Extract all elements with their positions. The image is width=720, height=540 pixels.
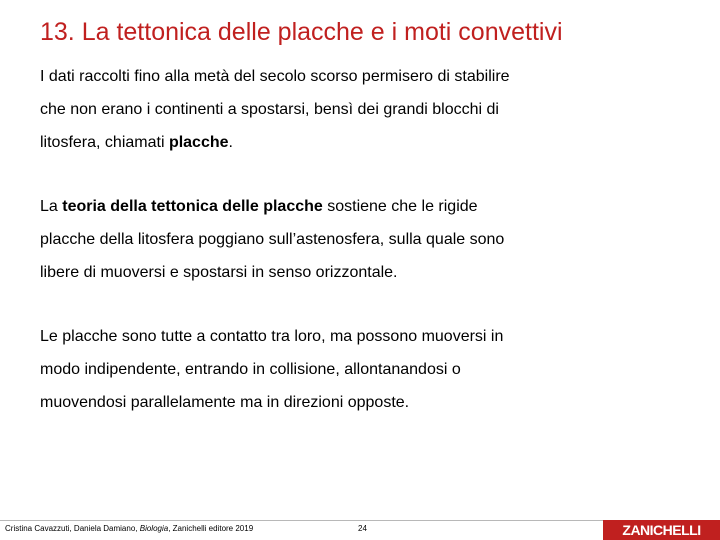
- paragraph-1-line-1: I dati raccolti fino alla metà del secolo scorso permisero di stabilire: [40, 68, 510, 85]
- footer-credit-book: Biologia: [139, 524, 169, 533]
- footer-credit: [5, 524, 253, 533]
- paragraph-2-line-1-prefix: La: [40, 198, 63, 215]
- page-number: 24: [358, 524, 367, 533]
- paragraph-1-line-3-prefix: litosfera, chiamati: [40, 134, 169, 151]
- paragraph-1-line-3-suffix: .: [228, 134, 233, 151]
- paragraph-2-line-3: libere di muoversi e spostarsi in senso orizzontale.: [40, 264, 398, 281]
- paragraph-2-line-1: [40, 190, 680, 223]
- slide-title: 13. La tettonica delle placche e i moti convettivi: [40, 18, 563, 46]
- paragraph-1-line-3: [40, 126, 680, 159]
- paragraph-1-line-2: che non erano i continenti a spostarsi, bensì dei grandi blocchi di: [40, 101, 499, 118]
- paragraph-2-line-1-suffix: sostiene che le rigide: [322, 198, 478, 215]
- footer-credit-publisher: , Zanichelli editore 2019: [168, 524, 254, 533]
- term-teoria-tettonica: teoria della tettonica delle placche: [62, 198, 323, 215]
- paragraph-2: [40, 190, 680, 289]
- paragraph-2-line-2: placche della litosfera poggiano sull’astenosfera, sulla quale sono: [40, 231, 505, 248]
- paragraph-1: [40, 60, 680, 159]
- paragraph-3-line-1: Le placche sono tutte a contatto tra loro, ma possono muoversi in: [40, 328, 504, 345]
- paragraph-3-line-2: modo indipendente, entrando in collisione, allontanandosi o: [40, 361, 461, 378]
- paragraph-3: [40, 320, 680, 419]
- footer-credit-authors: Cristina Cavazzuti, Daniela Damiano,: [5, 524, 140, 533]
- term-placche: placche: [168, 134, 229, 151]
- paragraph-3-line-3: muovendosi parallelamente ma in direzioni opposte.: [40, 394, 410, 411]
- zanichelli-logo: ZANICHELLI: [603, 520, 720, 540]
